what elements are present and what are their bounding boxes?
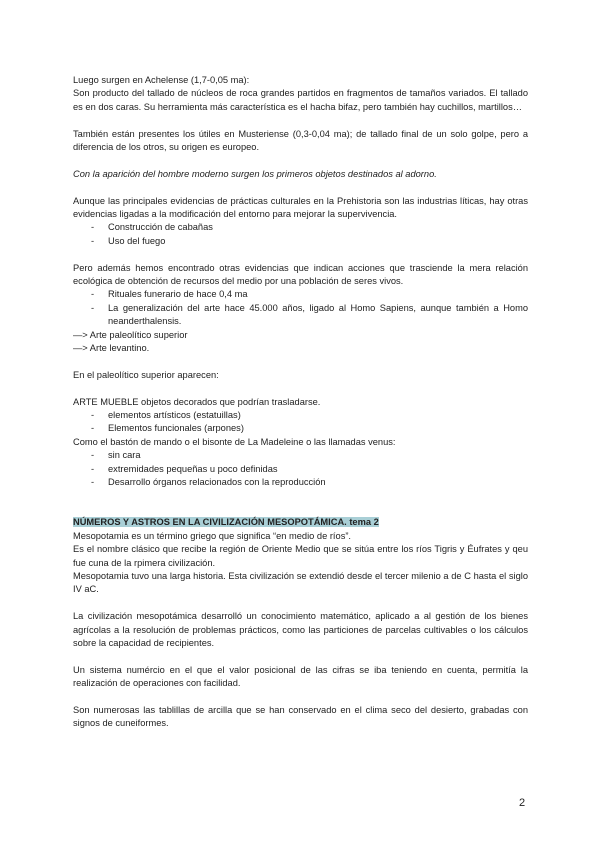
list-item: - Desarrollo órganos relacionados con la reproducción xyxy=(91,477,326,488)
paragraph: Son producto del tallado de núcleos de roca grandes partidos en fragmentos de tamaños variados. El tallado es en dos caras. Su herramienta más característica es el hacha bifaz, pero también hay cuchillos, martillos… xyxy=(73,88,528,112)
list-item: - La generalización del arte hace 45.000 años, ligado al Homo Sapiens, aunque también a Homo neanderthalensis. xyxy=(91,302,528,327)
page-number: 2 xyxy=(519,797,526,809)
paragraph: Es el nombre clásico que recibe la región de Oriente Medio que se sitúa entre los ríos Tigris y Éufrates y qeu fue cuna de la rpimera civilización. xyxy=(73,544,528,568)
bullet-list xyxy=(73,288,528,328)
bullet-list xyxy=(73,449,528,489)
highlighted-heading: NÚMEROS Y ASTROS EN LA CIVILIZACIÓN MESOPOTÁMICA. tema 2 xyxy=(73,517,379,528)
list-item: - extremidades pequeñas u poco definidas xyxy=(91,463,278,474)
paragraph: Son numerosas las tablillas de arcilla que se han conservado en el clima seco del desierto, grabadas con signos de cuneiformes. xyxy=(73,704,528,729)
list-item: - Elementos funcionales (arpones) xyxy=(91,423,244,434)
paragraph: Mesopotamia es un término griego que significa “en medio de ríos”. xyxy=(73,530,352,541)
paragraph: Pero además hemos encontrado otras evidencias que indican acciones que trasciende la mera relación ecológica de obtención de recursos del medio por una población de seres vivos. xyxy=(73,262,528,287)
paragraph: Como el bastón de mando o el bisonte de La Madeleine o las llamadas venus: xyxy=(73,436,396,447)
page-content xyxy=(73,74,528,731)
paragraph: Mesopotamia tuvo una larga historia. Esta civilización se extendió desde el tercer milenio a de C hasta el siglo IV aC. xyxy=(73,570,528,595)
list-item: - Construcción de cabañas xyxy=(91,222,213,233)
list-item: - elementos artísticos (estatuillas) xyxy=(91,410,241,421)
bullet-list xyxy=(73,221,528,248)
arrow-line: —> Arte paleolítico superior xyxy=(73,329,188,340)
section-heading xyxy=(73,516,528,529)
paragraph: Aunque las principales evidencias de prácticas culturales en la Prehistoria son las industrias líticas, hay otras evidencias ligadas a la modificación del entorno para mejorar la supervivencia. xyxy=(73,195,528,220)
paragraph: En el paleolítico superior aparecen: xyxy=(73,369,219,380)
paragraph: La civilización mesopotámica desarrolló un conocimiento matemático, aplicado a al gestión de los bienes agrícolas a la resolución de problemas prácticos, como las particiones de parcelas cultivables o los cálculos sobre la capacidad de recipientes. xyxy=(73,611,528,648)
paragraph: Luego surgen en Achelense (1,7-0,05 ma): xyxy=(73,75,250,85)
list-item: - sin cara xyxy=(91,450,141,461)
paragraph: Un sistema numércio en el que el valor posicional de las cifras se iba teniendo en cuenta, permitía la realización de operaciones con facilidad. xyxy=(73,664,528,689)
bullet-list xyxy=(73,409,528,436)
list-item: - Rituales funerario de hace 0,4 ma xyxy=(91,289,248,300)
list-item: - Uso del fuego xyxy=(91,235,166,246)
italic-paragraph: Con la aparición del hombre moderno surgen los primeros objetos destinados al adorno. xyxy=(73,168,437,179)
paragraph: ARTE MUEBLE objetos decorados que podrían trasladarse. xyxy=(73,396,321,407)
paragraph: También están presentes los útiles en Musteriense (0,3-0,04 ma); de tallado final de un solo golpe, pero a diferencia de los otros, su origen es europeo. xyxy=(73,128,528,153)
arrow-line: —> Arte levantino. xyxy=(73,343,150,354)
